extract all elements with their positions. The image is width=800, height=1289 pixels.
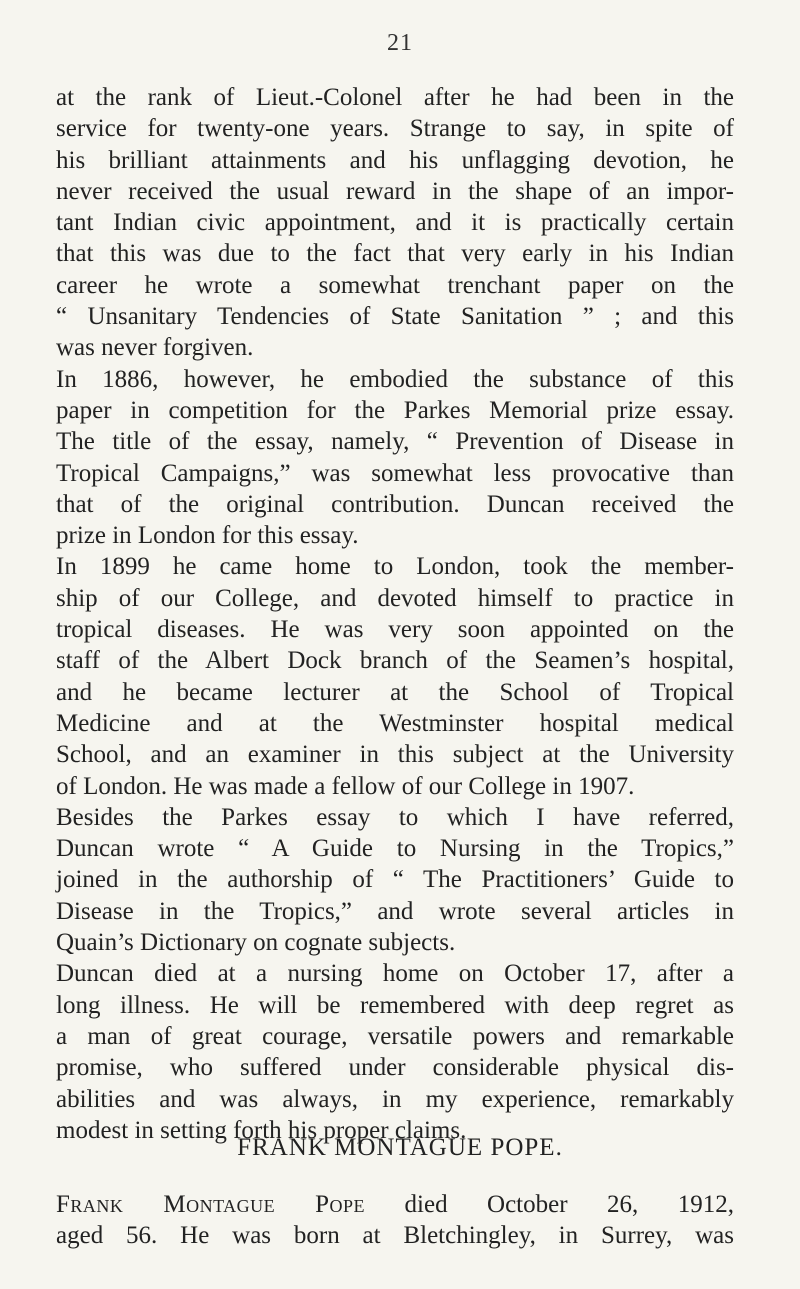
text-fragment: died October 26, 1912, <box>365 1191 735 1218</box>
text-line: service for twenty-one years. Strange to say, in spite of <box>56 115 734 143</box>
section-text <box>56 1189 734 1252</box>
text-line: long illness. He will be remembered with deep regret as <box>56 991 734 1019</box>
text-line: his brilliant attainments and his unflagging devotion, he <box>56 146 734 174</box>
text-line: In 1886, however, he embodied the substance of this <box>56 365 734 393</box>
text-line: modest in setting forth his proper claims. <box>56 1116 467 1144</box>
text-line: Disease in the Tropics,” and wrote several articles in <box>56 897 734 925</box>
text-line: abilities and was always, in my experience, remarkably <box>56 1085 734 1113</box>
text-line: Medicine and at the Westminster hospital medical <box>56 709 734 737</box>
text-line: at the rank of Lieut.-Colonel after he had been in the <box>56 84 734 111</box>
text-line: In 1899 he came home to London, took the member- <box>56 553 734 581</box>
page-number: 21 <box>387 30 413 56</box>
section-heading: FRANK MONTAGUE POPE. <box>237 1134 563 1161</box>
person-name: Frank Montague Pope <box>56 1191 366 1218</box>
text-line: aged 56. He was born at Bletchingley, in Surrey, was <box>56 1222 734 1250</box>
body-text <box>56 82 734 1146</box>
text-line: was never forgiven. <box>56 334 254 362</box>
text-line: a man of great courage, versatile powers and remarkable <box>56 1022 734 1050</box>
text-line: The title of the essay, namely, “ Prevention of Disease in <box>56 428 734 456</box>
text-line: tropical diseases. He was very soon appointed on the <box>56 616 734 644</box>
text-line: of London. He was made a fellow of our College in 1907. <box>56 772 635 800</box>
text-line: promise, who suffered under considerable physical dis- <box>56 1054 734 1082</box>
text-line: Tropical Campaigns,” was somewhat less provocative than <box>56 459 734 487</box>
text-line: that this was due to the fact that very early in his Indian <box>56 240 734 268</box>
text-line: Besides the Parkes essay to which I have referred, <box>56 803 734 831</box>
text-line: Duncan wrote “ A Guide to Nursing in the Tropics,” <box>56 835 734 863</box>
text-line: that of the original contribution. Duncan received the <box>56 490 734 518</box>
text-line: School, and an examiner in this subject at the University <box>56 741 734 769</box>
text-line: and he became lecturer at the School of Tropical <box>56 678 734 706</box>
text-line: paper in competition for the Parkes Memorial prize essay. <box>56 396 734 424</box>
text-line: tant Indian civic appointment, and it is practically certain <box>56 209 734 237</box>
text-line: career he wrote a somewhat trenchant paper on the <box>56 271 734 299</box>
text-line: joined in the authorship of “ The Practitioners’ Guide to <box>56 866 734 894</box>
text-line: prize in London for this essay. <box>56 522 359 550</box>
text-line: Duncan died at a nursing home on October 17, after a <box>56 960 734 988</box>
text-line: never received the usual reward in the shape of an impor- <box>56 177 734 205</box>
text-line <box>56 1189 734 1220</box>
text-line: ship of our College, and devoted himself to practice in <box>56 584 734 612</box>
text-line: Quain’s Dictionary on cognate subjects. <box>56 929 456 957</box>
text-line: “ Unsanitary Tendencies of State Sanitation ” ; and this <box>56 303 734 331</box>
text-line: staff of the Albert Dock branch of the Seamen’s hospital, <box>56 647 734 675</box>
